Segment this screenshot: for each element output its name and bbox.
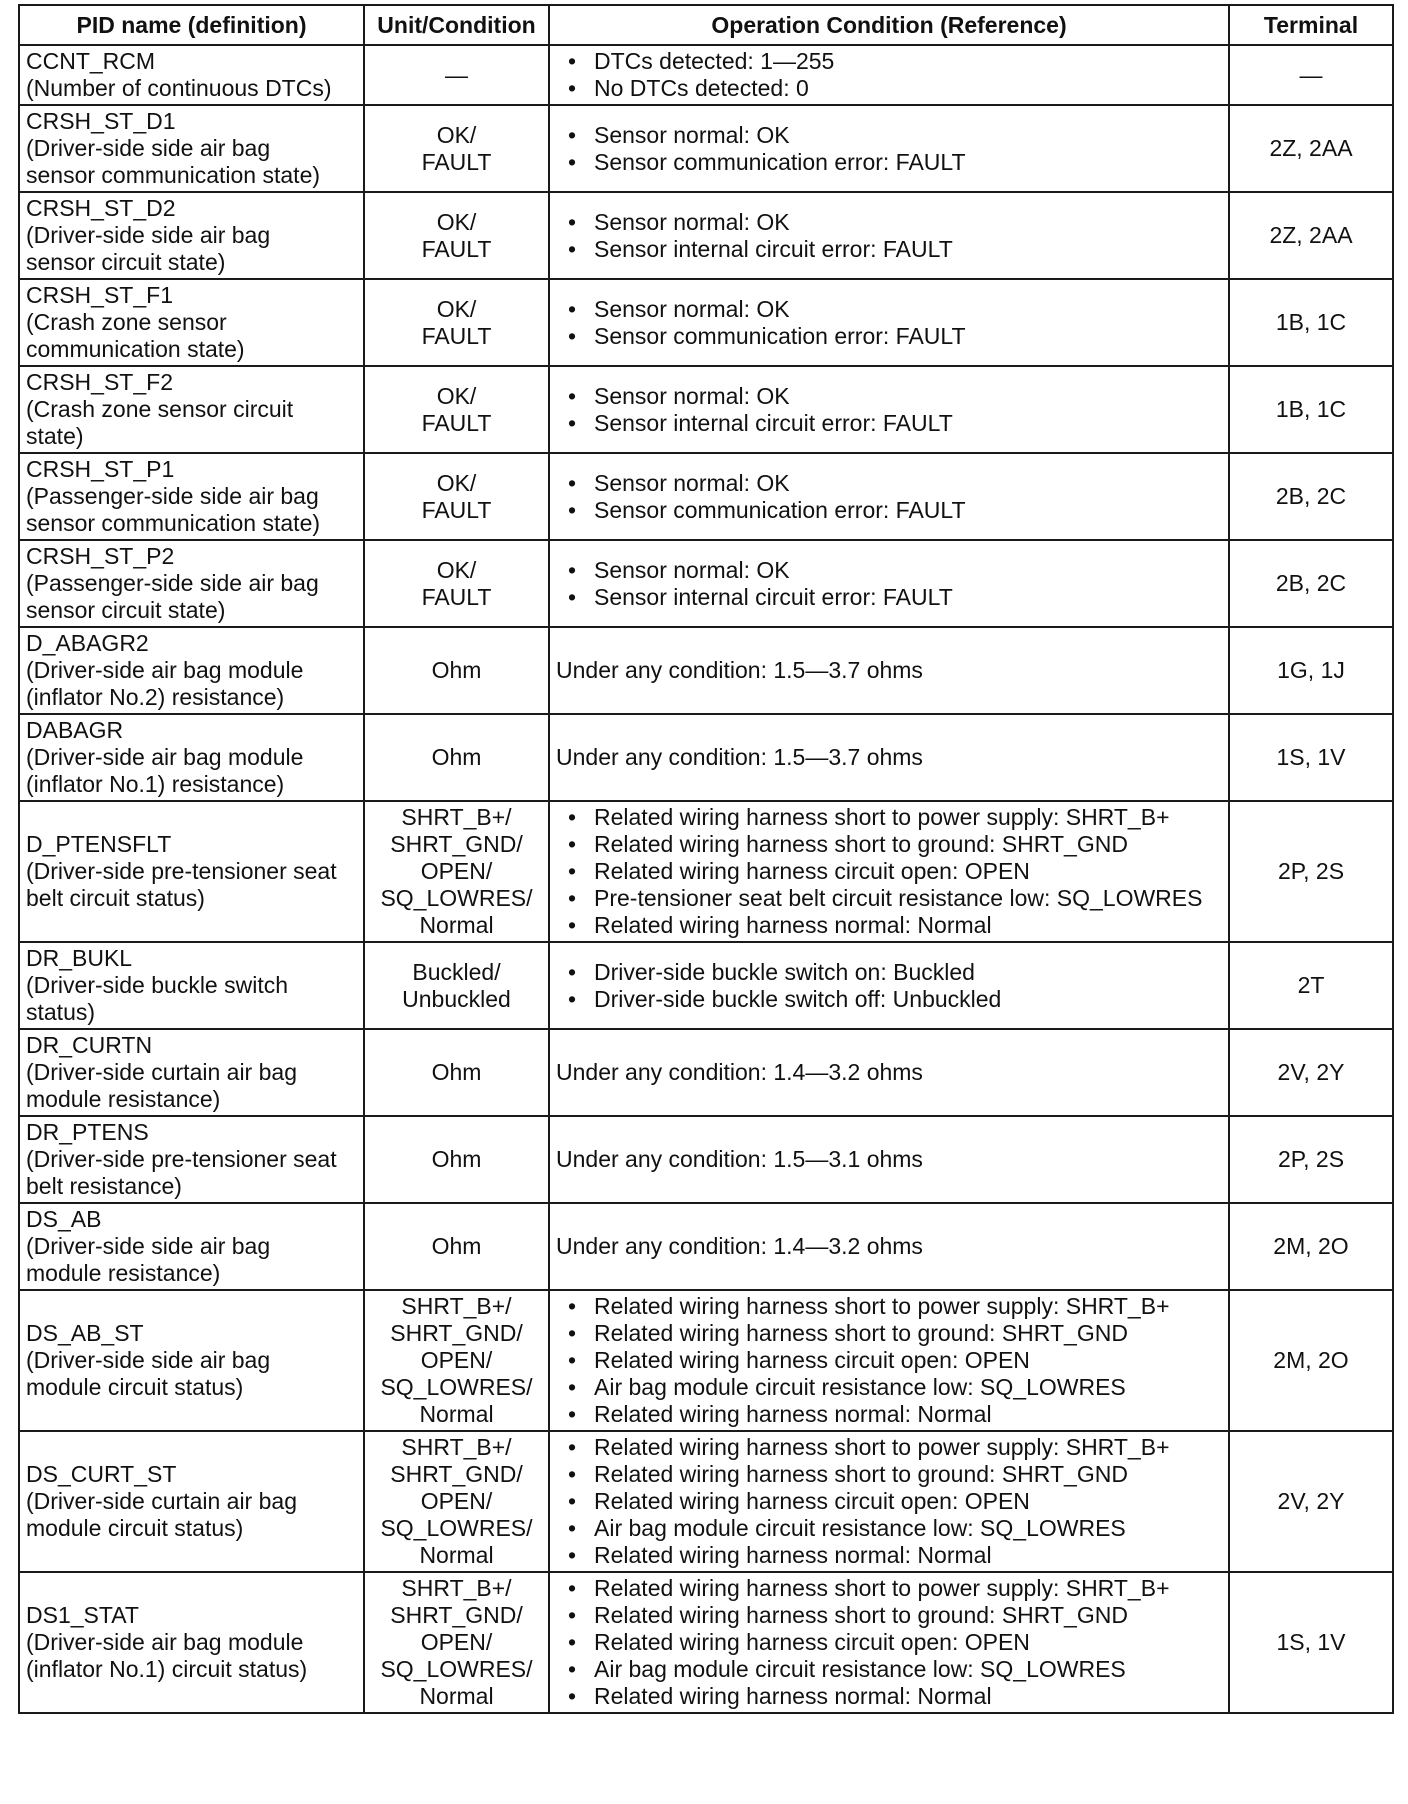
condition-item: • Sensor communication error: FAULT [556, 149, 1222, 176]
pid-definition-line: (Number of continuous DTCs) [26, 75, 332, 101]
operation-condition-cell [549, 714, 1229, 801]
unit-line: OPEN/ [420, 1347, 493, 1373]
condition-item: • Sensor normal: OK [556, 122, 1222, 149]
table-row [19, 45, 1393, 105]
operation-condition-cell [549, 1290, 1229, 1431]
condition-list [556, 959, 1222, 1013]
pid-name-cell [19, 540, 364, 627]
condition-item: • Related wiring harness circuit open: OPEN [556, 1629, 1222, 1656]
terminal-cell: 2M, 2O [1229, 1290, 1393, 1431]
condition-list [556, 209, 1222, 263]
pid-definition-line: (Driver-side side air bag [26, 1347, 271, 1373]
unit-line: SHRT_GND/ [390, 1461, 523, 1487]
condition-item: • Related wiring harness short to power supply: SHRT_B+ [556, 1575, 1222, 1602]
unit-line: Normal [419, 1401, 494, 1427]
condition-item: • Related wiring harness normal: Normal [556, 1542, 1222, 1569]
condition-list [556, 1293, 1222, 1428]
unit-line: — [445, 61, 468, 88]
unit-condition-cell [364, 192, 549, 279]
pid-definition-line: status) [26, 999, 96, 1025]
condition-item: • Related wiring harness short to power supply: SHRT_B+ [556, 804, 1222, 831]
pid-definition-line: sensor circuit state) [26, 597, 226, 623]
unit-line: FAULT [421, 409, 492, 436]
table-header-row [19, 5, 1393, 45]
pid-code: DABAGR [26, 717, 124, 743]
unit-condition-cell [364, 366, 549, 453]
condition-item: • Pre-tensioner seat belt circuit resistance low: SQ_LOWRES [556, 885, 1222, 912]
pid-code: DS1_STAT [26, 1602, 139, 1628]
unit-line: SQ_LOWRES/ [380, 1374, 533, 1400]
terminal-cell: 2V, 2Y [1229, 1431, 1393, 1572]
operation-condition-cell [549, 1116, 1229, 1203]
pid-definition-line: (Driver-side pre-tensioner seat [26, 858, 337, 884]
pid-definition-line: (Crash zone sensor circuit [26, 396, 294, 422]
pid-code: CRSH_ST_P2 [26, 543, 175, 569]
condition-item: • Related wiring harness circuit open: OPEN [556, 1488, 1222, 1515]
pid-definition-line: module resistance) [26, 1086, 221, 1112]
header-unit-condition: Unit/Condition [364, 5, 549, 45]
pid-definition-line: belt resistance) [26, 1173, 182, 1199]
condition-list [556, 48, 1222, 102]
pid-definition-line: (Driver-side side air bag [26, 135, 271, 161]
unit-condition-cell [364, 45, 549, 105]
table-row [19, 1572, 1393, 1713]
operation-condition-cell [549, 1431, 1229, 1572]
condition-item: • Related wiring harness short to power supply: SHRT_B+ [556, 1293, 1222, 1320]
pid-definition-line: (Driver-side buckle switch [26, 972, 289, 998]
condition-item: • Driver-side buckle switch off: Unbuckled [556, 986, 1222, 1013]
pid-definition-line: (Driver-side curtain air bag [26, 1488, 297, 1514]
unit-condition-cell [364, 942, 549, 1029]
terminal-cell: 2T [1229, 942, 1393, 1029]
operation-condition-cell [549, 801, 1229, 942]
table-row [19, 1029, 1393, 1116]
unit-line: Normal [419, 1683, 494, 1709]
table-row [19, 801, 1393, 942]
pid-definition-line: communication state) [26, 336, 245, 362]
pid-definition-line: sensor circuit state) [26, 249, 226, 275]
header-pid-name: PID name (definition) [19, 5, 364, 45]
unit-condition-cell [364, 540, 549, 627]
pid-code: DR_BUKL [26, 945, 133, 971]
unit-line: SHRT_GND/ [390, 831, 523, 857]
unit-condition-cell [364, 1572, 549, 1713]
condition-item: • Related wiring harness normal: Normal [556, 1401, 1222, 1428]
pid-code: CRSH_ST_F2 [26, 369, 173, 395]
unit-line: FAULT [421, 322, 492, 349]
table-row [19, 627, 1393, 714]
condition-item: • Sensor normal: OK [556, 557, 1222, 584]
pid-definition-line: (inflator No.2) resistance) [26, 684, 285, 710]
operation-condition-cell [549, 1029, 1229, 1116]
terminal-cell: 2B, 2C [1229, 453, 1393, 540]
pid-name-cell [19, 1290, 364, 1431]
unit-line: Ohm [431, 1233, 482, 1259]
condition-item: • Air bag module circuit resistance low: SQ_LOWRES [556, 1656, 1222, 1683]
condition-item: • Related wiring harness short to ground: SHRT_GND [556, 831, 1222, 858]
unit-line: FAULT [421, 235, 492, 262]
table-row [19, 453, 1393, 540]
condition-list [556, 1434, 1222, 1569]
table-row [19, 1203, 1393, 1290]
pid-definition-line: (inflator No.1) resistance) [26, 771, 285, 797]
pid-definition-line: (Driver-side air bag module [26, 1629, 304, 1655]
pid-code: DR_PTENS [26, 1119, 149, 1145]
unit-condition-cell [364, 801, 549, 942]
unit-condition-cell [364, 1203, 549, 1290]
unit-line: OPEN/ [420, 1629, 493, 1655]
condition-item: • Sensor communication error: FAULT [556, 497, 1222, 524]
terminal-cell: 2V, 2Y [1229, 1029, 1393, 1116]
unit-line: SHRT_B+/ [401, 1434, 512, 1460]
terminal-cell: 1B, 1C [1229, 279, 1393, 366]
unit-line: SQ_LOWRES/ [380, 885, 533, 911]
terminal-cell: 2Z, 2AA [1229, 192, 1393, 279]
pid-definition-line: module resistance) [26, 1260, 221, 1286]
unit-line: FAULT [421, 148, 492, 175]
terminal-cell: 1S, 1V [1229, 1572, 1393, 1713]
header-operation-condition: Operation Condition (Reference) [549, 5, 1229, 45]
pid-name-cell [19, 801, 364, 942]
condition-item: • Related wiring harness normal: Normal [556, 1683, 1222, 1710]
pid-definition-line: (inflator No.1) circuit status) [26, 1656, 308, 1682]
condition-item: • Related wiring harness short to ground: SHRT_GND [556, 1461, 1222, 1488]
terminal-cell: 2M, 2O [1229, 1203, 1393, 1290]
pid-definition-line: (Passenger-side side air bag [26, 483, 319, 509]
condition-item: • Sensor internal circuit error: FAULT [556, 410, 1222, 437]
unit-line: SHRT_B+/ [401, 804, 512, 830]
unit-condition-cell [364, 1290, 549, 1431]
condition-item: • Related wiring harness circuit open: OPEN [556, 1347, 1222, 1374]
pid-definition-line: sensor communication state) [26, 162, 321, 188]
pid-definition-line: (Driver-side side air bag [26, 1233, 271, 1259]
table-row [19, 279, 1393, 366]
table-row [19, 540, 1393, 627]
condition-item: • Sensor normal: OK [556, 383, 1222, 410]
pid-name-cell [19, 714, 364, 801]
table-row [19, 1290, 1393, 1431]
pid-name-cell [19, 1203, 364, 1290]
table-row [19, 714, 1393, 801]
condition-item: • DTCs detected: 1—255 [556, 48, 1222, 75]
pid-name-cell [19, 279, 364, 366]
pid-definition-line: (Driver-side side air bag [26, 222, 271, 248]
unit-line: Unbuckled [402, 985, 511, 1012]
table-row [19, 366, 1393, 453]
table-row [19, 1431, 1393, 1572]
operation-condition-cell [549, 192, 1229, 279]
unit-line: Ohm [431, 657, 482, 683]
pid-code: CCNT_RCM [26, 48, 156, 74]
condition-item: • Sensor normal: OK [556, 470, 1222, 497]
pid-definition-line: state) [26, 423, 84, 449]
unit-line: OK/ [436, 382, 477, 409]
unit-line: Ohm [431, 1059, 482, 1085]
condition-item: • Sensor communication error: FAULT [556, 323, 1222, 350]
unit-line: OK/ [436, 556, 477, 583]
operation-condition-cell [549, 453, 1229, 540]
pid-definition-line: (Passenger-side side air bag [26, 570, 319, 596]
condition-item: • Sensor internal circuit error: FAULT [556, 584, 1222, 611]
condition-item: • Related wiring harness short to power supply: SHRT_B+ [556, 1434, 1222, 1461]
pid-code: CRSH_ST_D2 [26, 195, 176, 221]
unit-line: SQ_LOWRES/ [380, 1515, 533, 1541]
condition-item: • Air bag module circuit resistance low: SQ_LOWRES [556, 1515, 1222, 1542]
condition-text: Under any condition: 1.5—3.7 ohms [556, 744, 923, 770]
condition-list [556, 470, 1222, 524]
table-row [19, 105, 1393, 192]
condition-list [556, 804, 1222, 939]
condition-item: • Related wiring harness normal: Normal [556, 912, 1222, 939]
unit-condition-cell [364, 1029, 549, 1116]
table-row [19, 192, 1393, 279]
unit-line: SQ_LOWRES/ [380, 1656, 533, 1682]
operation-condition-cell [549, 366, 1229, 453]
pid-name-cell [19, 627, 364, 714]
condition-item: • Driver-side buckle switch on: Buckled [556, 959, 1222, 986]
pid-code: DS_AB_ST [26, 1320, 144, 1346]
unit-line: FAULT [421, 583, 492, 610]
pid-name-cell [19, 366, 364, 453]
pid-name-cell [19, 192, 364, 279]
condition-list [556, 296, 1222, 350]
terminal-cell: 1G, 1J [1229, 627, 1393, 714]
unit-condition-cell [364, 1116, 549, 1203]
unit-line: SHRT_B+/ [401, 1293, 512, 1319]
unit-line: Normal [419, 1542, 494, 1568]
pid-name-cell [19, 1572, 364, 1713]
unit-condition-cell [364, 1431, 549, 1572]
condition-item: • Sensor normal: OK [556, 209, 1222, 236]
operation-condition-cell [549, 1572, 1229, 1713]
condition-list [556, 122, 1222, 176]
terminal-cell: — [1229, 45, 1393, 105]
unit-line: Ohm [431, 744, 482, 770]
terminal-cell: 1S, 1V [1229, 714, 1393, 801]
unit-condition-cell [364, 453, 549, 540]
condition-item: • Air bag module circuit resistance low: SQ_LOWRES [556, 1374, 1222, 1401]
terminal-cell: 2B, 2C [1229, 540, 1393, 627]
condition-list [556, 557, 1222, 611]
unit-condition-cell [364, 279, 549, 366]
operation-condition-cell [549, 540, 1229, 627]
unit-line: SHRT_GND/ [390, 1320, 523, 1346]
unit-line: Ohm [431, 1146, 482, 1172]
condition-list [556, 383, 1222, 437]
condition-item: • Related wiring harness short to ground: SHRT_GND [556, 1602, 1222, 1629]
unit-line: SHRT_B+/ [401, 1575, 512, 1601]
pid-code: DS_CURT_ST [26, 1461, 177, 1487]
terminal-cell: 2P, 2S [1229, 1116, 1393, 1203]
condition-list [556, 1575, 1222, 1710]
header-terminal: Terminal [1229, 5, 1393, 45]
pid-definition-line: (Crash zone sensor [26, 309, 227, 335]
operation-condition-cell [549, 105, 1229, 192]
pid-definition-line: module circuit status) [26, 1374, 244, 1400]
condition-text: Under any condition: 1.4—3.2 ohms [556, 1059, 923, 1085]
pid-name-cell [19, 1431, 364, 1572]
pid-code: D_ABAGR2 [26, 630, 149, 656]
unit-condition-cell [364, 714, 549, 801]
condition-item: • Related wiring harness short to ground: SHRT_GND [556, 1320, 1222, 1347]
pid-definition-line: (Driver-side air bag module [26, 744, 304, 770]
operation-condition-cell [549, 45, 1229, 105]
condition-item: • Sensor internal circuit error: FAULT [556, 236, 1222, 263]
pid-definition-line: (Driver-side air bag module [26, 657, 304, 683]
pid-name-cell [19, 453, 364, 540]
pid-name-cell [19, 45, 364, 105]
pid-reference-table [18, 4, 1394, 1714]
pid-name-cell [19, 942, 364, 1029]
condition-item: • Related wiring harness circuit open: OPEN [556, 858, 1222, 885]
pid-definition-line: (Driver-side pre-tensioner seat [26, 1146, 337, 1172]
pid-name-cell [19, 105, 364, 192]
table-row [19, 1116, 1393, 1203]
pid-name-cell [19, 1116, 364, 1203]
pid-code: CRSH_ST_D1 [26, 108, 176, 134]
pid-code: D_PTENSFLT [26, 831, 172, 857]
operation-condition-cell [549, 1203, 1229, 1290]
condition-text: Under any condition: 1.5—3.7 ohms [556, 657, 923, 683]
pid-code: CRSH_ST_F1 [26, 282, 173, 308]
condition-item: • No DTCs detected: 0 [556, 75, 1222, 102]
pid-code: CRSH_ST_P1 [26, 456, 175, 482]
condition-text: Under any condition: 1.4—3.2 ohms [556, 1233, 923, 1259]
unit-condition-cell [364, 105, 549, 192]
unit-condition-cell [364, 627, 549, 714]
condition-text: Under any condition: 1.5—3.1 ohms [556, 1146, 923, 1172]
unit-line: SHRT_GND/ [390, 1602, 523, 1628]
unit-line: OK/ [436, 121, 477, 148]
condition-item: • Sensor normal: OK [556, 296, 1222, 323]
terminal-cell: 2Z, 2AA [1229, 105, 1393, 192]
operation-condition-cell [549, 627, 1229, 714]
pid-name-cell [19, 1029, 364, 1116]
unit-line: FAULT [421, 496, 492, 523]
pid-definition-line: (Driver-side curtain air bag [26, 1059, 297, 1085]
unit-line: OK/ [436, 208, 477, 235]
pid-code: DS_AB [26, 1206, 102, 1232]
table-row [19, 942, 1393, 1029]
unit-line: OK/ [436, 469, 477, 496]
operation-condition-cell [549, 942, 1229, 1029]
pid-definition-line: belt circuit status) [26, 885, 205, 911]
unit-line: OPEN/ [420, 1488, 493, 1514]
pid-code: DR_CURTN [26, 1032, 153, 1058]
operation-condition-cell [549, 279, 1229, 366]
unit-line: OK/ [436, 295, 477, 322]
terminal-cell: 2P, 2S [1229, 801, 1393, 942]
unit-line: Buckled/ [412, 958, 501, 985]
pid-definition-line: module circuit status) [26, 1515, 244, 1541]
unit-line: Normal [419, 912, 494, 938]
unit-line: OPEN/ [420, 858, 493, 884]
terminal-cell: 1B, 1C [1229, 366, 1393, 453]
pid-definition-line: sensor communication state) [26, 510, 321, 536]
